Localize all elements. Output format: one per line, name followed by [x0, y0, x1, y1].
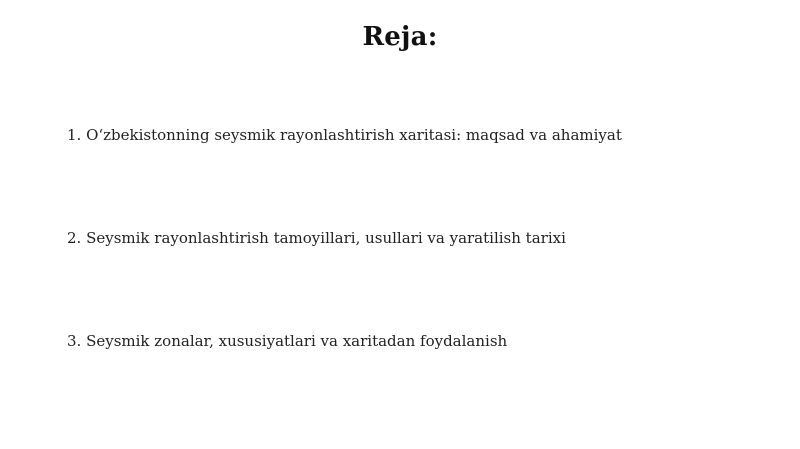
slide-title: Reja:	[362, 22, 438, 52]
plan-item-3: 3. Seysmik zonalar, xususiyatlari va xaritadan foydalanish	[67, 332, 508, 350]
plan-item-2: 2. Seysmik rayonlashtirish tamoyillari, usullari va yaratilish tarixi	[67, 229, 566, 247]
plan-item-1: 1. O‘zbekistonning seysmik rayonlashtirish xaritasi: maqsad va ahamiyat	[67, 126, 622, 144]
